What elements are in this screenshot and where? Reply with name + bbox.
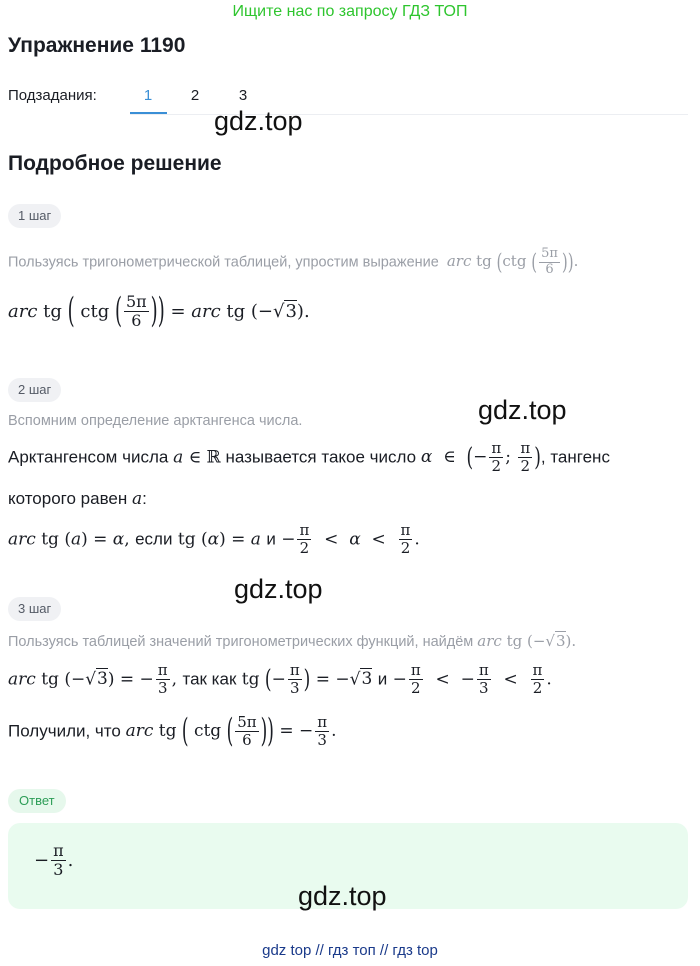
step-2-badge: 2 шаг (8, 378, 61, 402)
watermark: gdz.top (298, 881, 387, 911)
answer-badge: Ответ (8, 789, 66, 813)
tab-subtask-2[interactable]: 2 (190, 87, 200, 104)
page-title: Упражнение 1190 (8, 34, 186, 57)
step-2-formula: arc tg (a) = α, если tg (α) = a и − $\frac{\pi}{2}$ < α < $\frac{\pi}{2}$ . (8, 521, 420, 558)
watermark: gdz.top (214, 106, 303, 136)
step-3-badge: 3 шаг (8, 597, 61, 621)
watermark: gdz.top (234, 574, 323, 604)
step-1-note: Пользуясь тригонометрической таблицей, упростим выражение arc tg (ctg ( $\frac{5\pi}{6}$ )). (8, 246, 579, 277)
footer-links[interactable]: gdz top // гдз топ // гдз top (262, 942, 438, 959)
step-3-result: Получили, что arc tg ( ctg ( $\frac{5\pi}{6}$ )) = − $\frac{\pi}{3}$ . (8, 712, 337, 751)
solution-title: Подробное решение (8, 152, 222, 175)
step-2-definition-line2: которого равен a: (8, 489, 147, 509)
tab-subtask-3[interactable]: 3 (238, 87, 248, 104)
answer-value: − $\frac{\pi}{3}$ . (34, 841, 74, 880)
step-1-formula: arc tg ( ctg ( $\frac{5\pi}{6}$ )) = arc tg (−√3). (8, 291, 310, 332)
promo-banner: Ищите нас по запросу ГДЗ ТОП (232, 3, 468, 20)
watermark: gdz.top (478, 395, 567, 425)
active-tab-indicator (130, 112, 167, 114)
step-2-note: Вспомним определение арктангенса числа. (8, 413, 303, 429)
subtasks-label: Подзадания: (8, 87, 97, 104)
step-3-formula: arc tg (−√3) = − $\frac{\pi}{3}$ , так как tg (− $\frac{\pi}{3}$ ) = −√3 и − $\frac{\pi}{2}$ < − $\frac{\pi}{3}$ < $\frac{\pi}{2}$ . (8, 661, 552, 698)
step-2-definition: Арктангенсом числа a ∈ ℝ называется такое число α ∈ (− $\frac{\pi}{2}$ ; $\frac{\pi}{2}$ ), тангенс (8, 439, 610, 476)
tab-subtask-1[interactable]: 1 (143, 87, 153, 104)
step-3-note: Пользуясь таблицей значений тригонометрических функций, найдём arc tg (−√3). (8, 632, 577, 650)
step-1-badge: 1 шаг (8, 204, 61, 228)
